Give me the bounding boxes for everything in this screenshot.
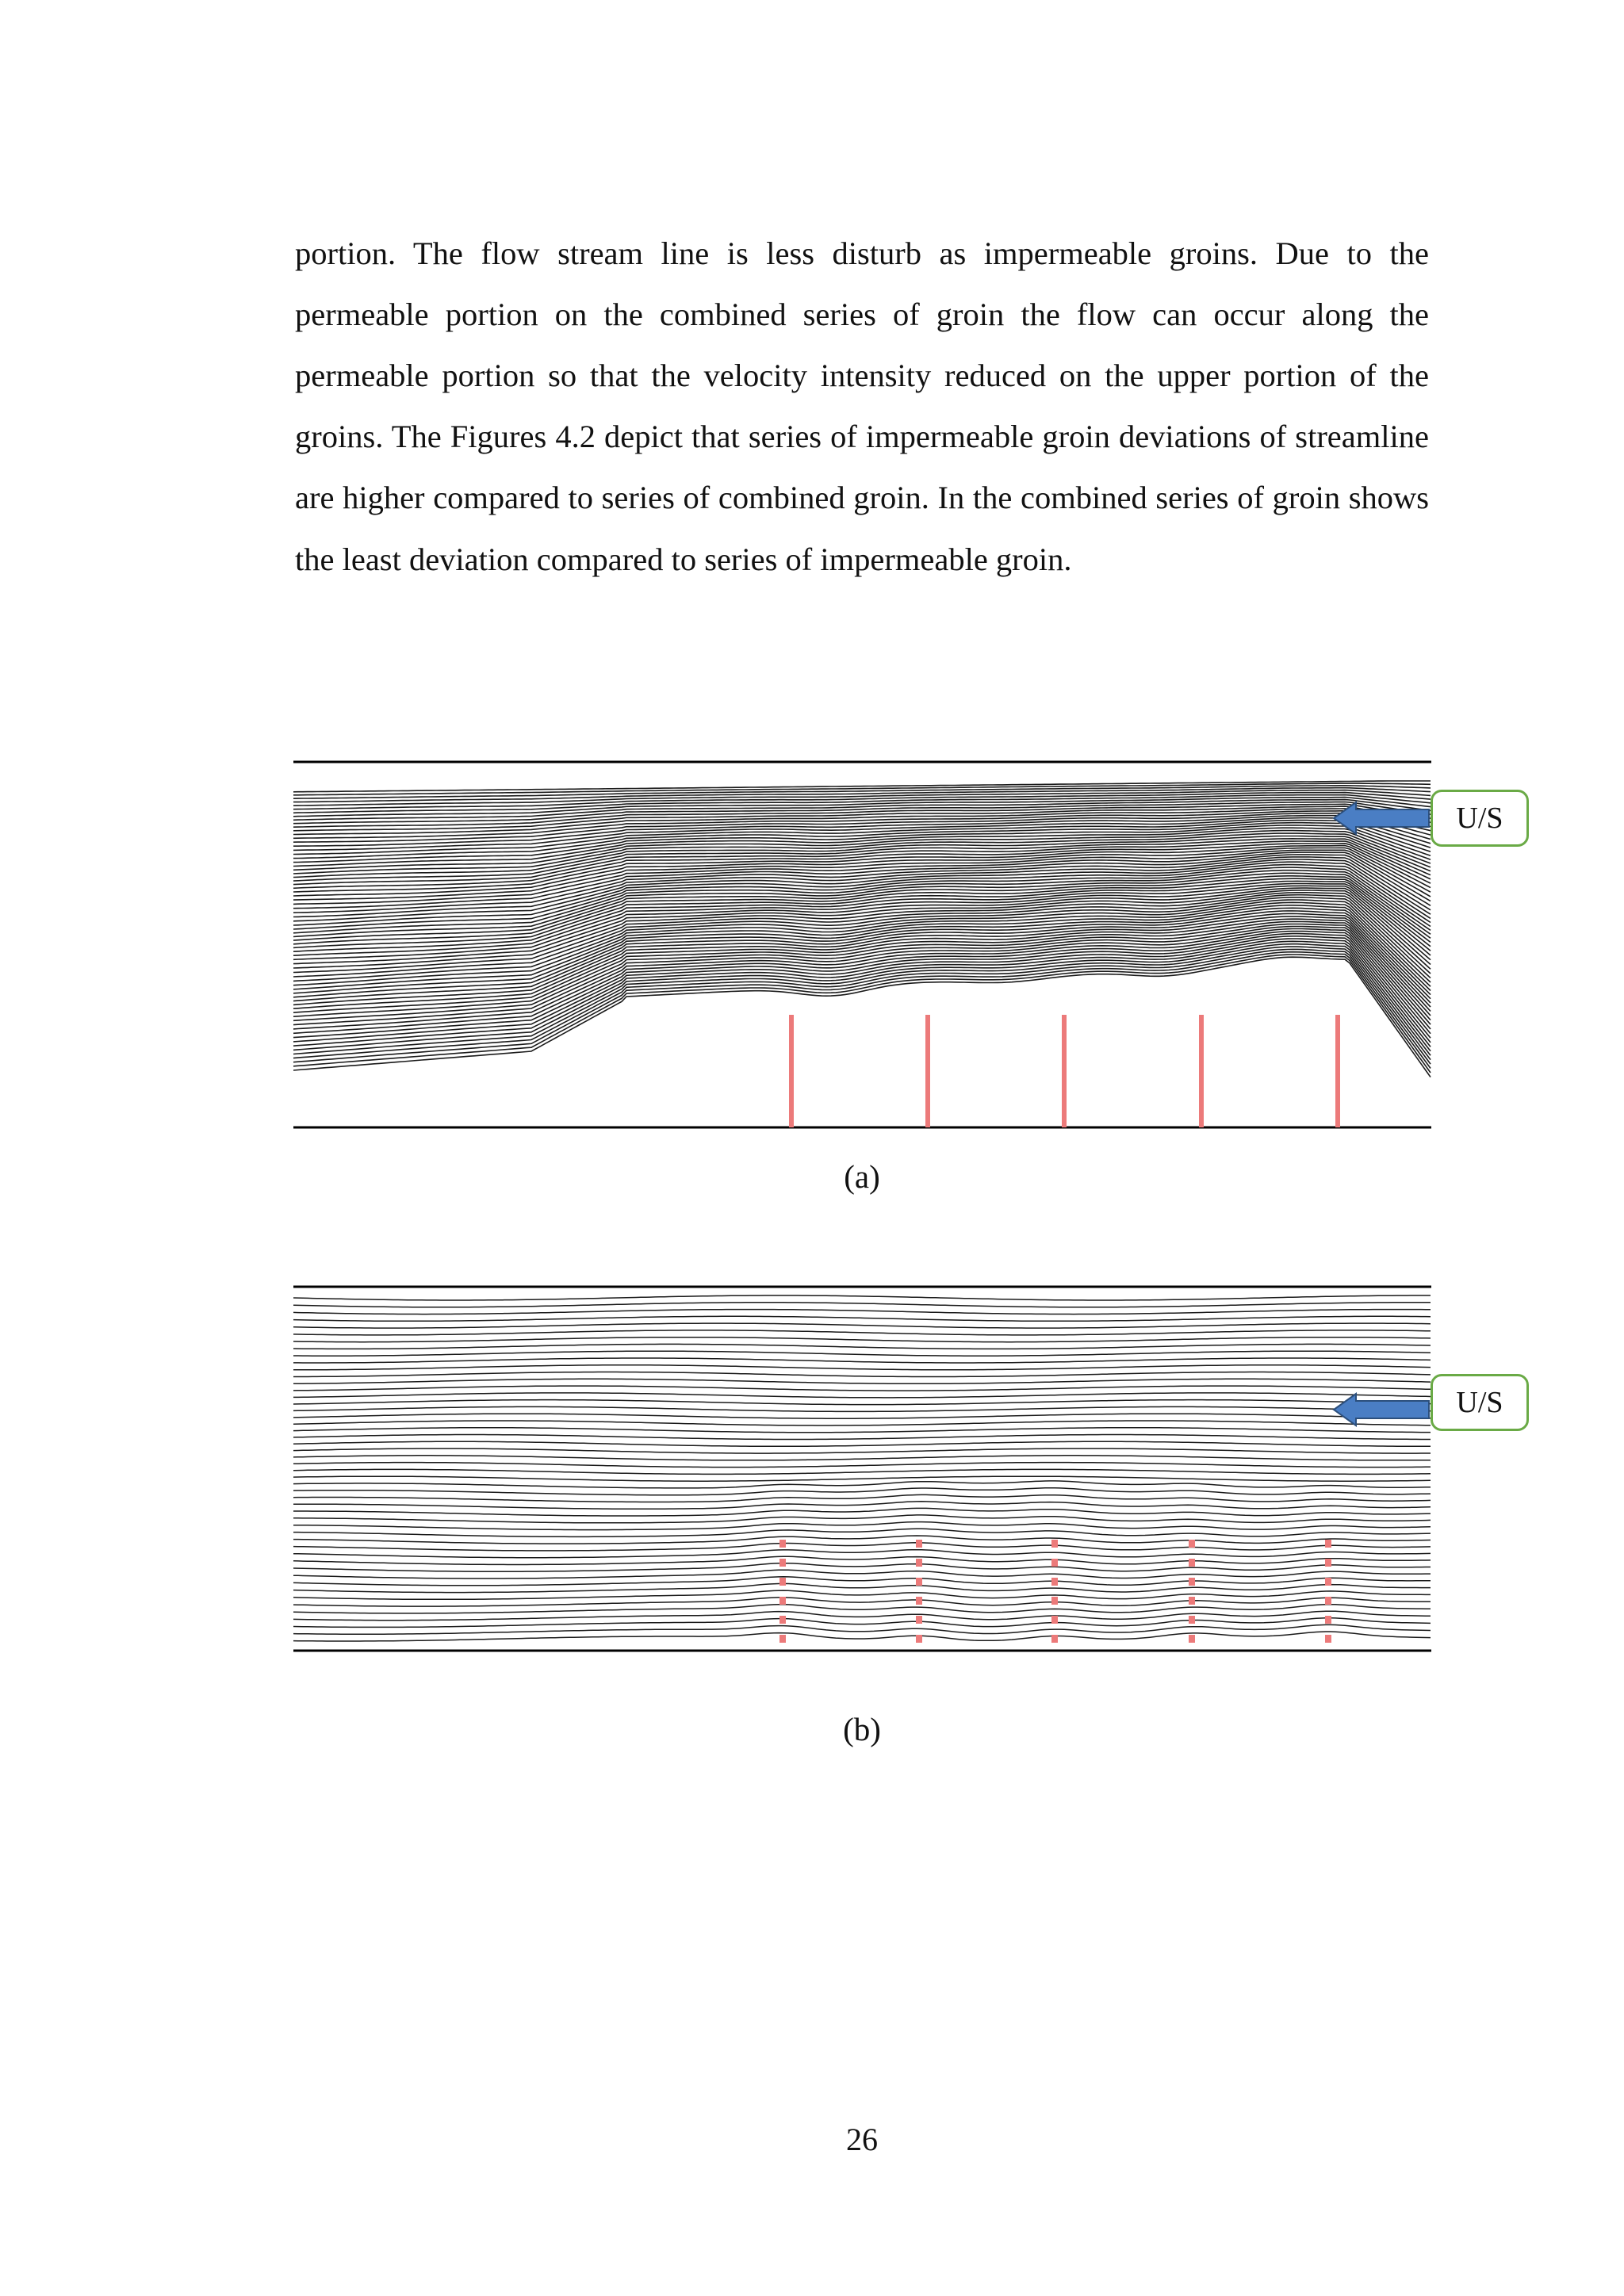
streamline xyxy=(293,1441,1431,1446)
streamline xyxy=(293,1330,1431,1335)
streamline xyxy=(293,1435,1431,1440)
upstream-label-a: U/S xyxy=(1431,790,1529,847)
streamline xyxy=(293,1372,1431,1377)
streamline xyxy=(293,1295,1431,1300)
streamline xyxy=(293,1386,1431,1391)
impermeable-groin-1 xyxy=(789,1015,794,1127)
figure-b-caption: (b) xyxy=(843,1711,881,1747)
figure-b xyxy=(293,1280,1534,1653)
streamline xyxy=(293,1456,1431,1460)
streamline xyxy=(293,1358,1431,1363)
combined-groin-2-segment xyxy=(916,1559,922,1567)
combined-groin-3-segment xyxy=(1051,1635,1058,1643)
streamline xyxy=(293,1421,1431,1425)
combined-groin-5-segment xyxy=(1325,1635,1331,1643)
streamline xyxy=(293,1351,1431,1356)
combined-groin-3-segment xyxy=(1051,1559,1058,1567)
combined-groin-2-segment xyxy=(916,1540,922,1548)
combined-groin-4-segment xyxy=(1189,1635,1195,1643)
combined-groin-5-segment xyxy=(1325,1540,1331,1548)
combined-groin-1-segment xyxy=(779,1635,786,1643)
streamline xyxy=(293,1550,1431,1558)
impermeable-groin-4 xyxy=(1199,1015,1204,1127)
streamline xyxy=(293,1337,1431,1342)
streamline xyxy=(293,1502,1431,1510)
streamline xyxy=(293,924,1431,1020)
combined-groin-4-segment xyxy=(1189,1559,1195,1567)
combined-groin-1-segment xyxy=(779,1597,786,1605)
streamline xyxy=(293,916,1431,1007)
upstream-label-b: U/S xyxy=(1431,1374,1529,1431)
combined-groin-2-segment xyxy=(916,1597,922,1605)
streamline xyxy=(293,1469,1431,1474)
upstream-arrow-icon xyxy=(1334,1394,1429,1425)
streamline xyxy=(293,1406,1431,1411)
streamline xyxy=(293,1590,1431,1599)
streamline xyxy=(293,1414,1431,1418)
streamline xyxy=(293,1393,1431,1398)
impermeable-groin-5 xyxy=(1335,1015,1340,1127)
streamline xyxy=(293,1463,1431,1468)
streamline xyxy=(293,1323,1431,1328)
streamline xyxy=(293,1494,1431,1502)
figure-a-caption: (a) xyxy=(844,1158,880,1195)
combined-groin-4-segment xyxy=(1189,1540,1195,1548)
combined-groin-3-segment xyxy=(1051,1578,1058,1586)
combined-groin-1-segment xyxy=(779,1578,786,1586)
streamline xyxy=(293,921,1431,1016)
combined-groin-3-segment xyxy=(1051,1597,1058,1605)
streamline xyxy=(293,1428,1431,1433)
streamline xyxy=(293,1448,1431,1453)
streamline xyxy=(293,1515,1431,1523)
body-paragraph: portion. The flow stream line is less disturb as impermeable groins. Due to the permeable portion on the combined series of groin the flow can occur along the permeable portion so that the velocity intensity reduced on the upper portion of the groins. The Figures 4.2 depict that series of impermeable groin deviations of streamline are higher compared to series of combined groin. In the combined series of groin shows the least deviation compared to series of impermeable groin. xyxy=(295,235,1429,577)
streamline xyxy=(293,1303,1431,1307)
figure-a xyxy=(293,757,1534,1130)
combined-groin-5-segment xyxy=(1325,1597,1331,1605)
combined-groin-2-segment xyxy=(916,1635,922,1643)
combined-groin-2-segment xyxy=(916,1578,922,1586)
page-number: 26 xyxy=(846,2122,878,2157)
combined-groin-4-segment xyxy=(1189,1578,1195,1586)
streamline xyxy=(293,1316,1431,1321)
streamline xyxy=(293,1365,1431,1370)
combined-groin-5-segment xyxy=(1325,1616,1331,1624)
combined-groin-1-segment xyxy=(779,1616,786,1624)
combined-groin-4-segment xyxy=(1189,1597,1195,1605)
figure-a-streamlines xyxy=(293,757,1431,1130)
combined-groin-5-segment xyxy=(1325,1559,1331,1567)
streamline xyxy=(293,1310,1431,1314)
streamline xyxy=(293,1488,1431,1495)
combined-groin-1-segment xyxy=(779,1559,786,1567)
streamline xyxy=(293,1508,1431,1516)
figure-b-streamlines xyxy=(293,1280,1431,1653)
streamline xyxy=(293,1476,1431,1481)
streamline xyxy=(293,1344,1431,1349)
streamline xyxy=(293,1543,1431,1551)
streamline xyxy=(293,1481,1431,1488)
combined-groin-3-segment xyxy=(1051,1616,1058,1624)
streamline xyxy=(293,1379,1431,1383)
combined-groin-2-segment xyxy=(916,1616,922,1624)
impermeable-groin-2 xyxy=(925,1015,930,1127)
streamline xyxy=(293,1400,1431,1405)
combined-groin-1-segment xyxy=(779,1540,786,1548)
combined-groin-3-segment xyxy=(1051,1540,1058,1548)
impermeable-groin-3 xyxy=(1062,1015,1067,1127)
combined-groin-5-segment xyxy=(1325,1578,1331,1586)
combined-groin-4-segment xyxy=(1189,1616,1195,1624)
